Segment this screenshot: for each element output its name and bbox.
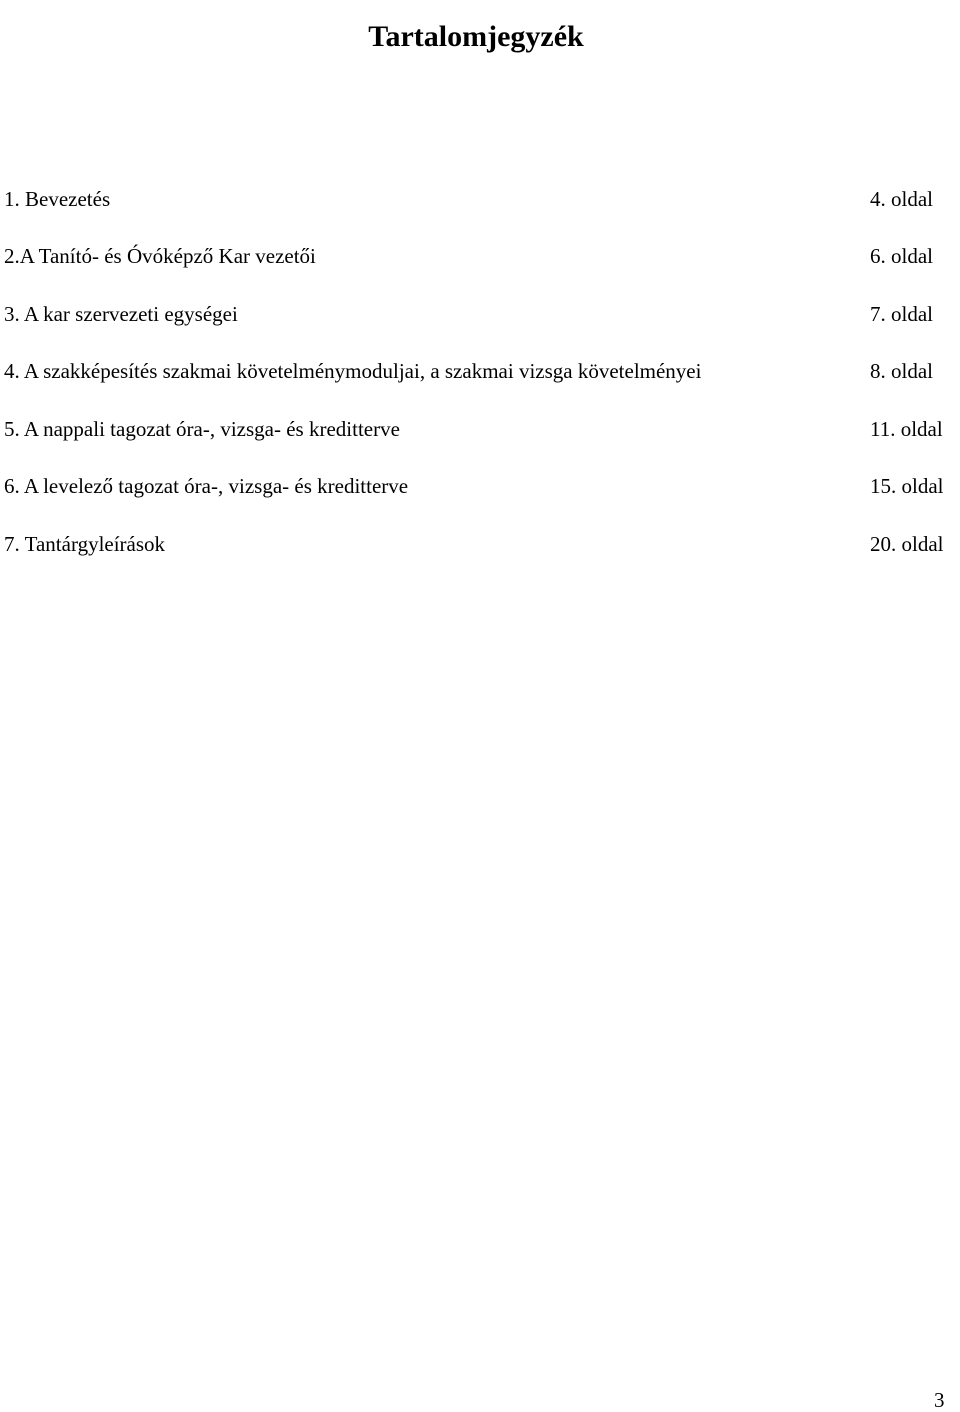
toc-entry-label: 5. A nappali tagozat óra-, vizsga- és kreditterve — [4, 417, 400, 441]
toc-entry-page: 8. oldal — [870, 359, 933, 383]
toc-entry-page: 7. oldal — [870, 302, 933, 326]
toc-entry-page: 4. oldal — [870, 187, 933, 211]
page-title: Tartalomjegyzék — [368, 20, 584, 54]
toc-entry-label: 7. Tantárgyleírások — [4, 532, 166, 556]
toc-entry-page: 6. oldal — [870, 244, 933, 268]
toc-entry-label: 2.A Tanító- és Óvóképző Kar vezetői — [4, 244, 316, 268]
toc-entry-page: 15. oldal — [870, 474, 944, 498]
toc-entry-label: 3. A kar szervezeti egységei — [4, 302, 238, 326]
toc-entry-label: 1. Bevezetés — [4, 187, 111, 211]
toc-entry-page: 11. oldal — [870, 417, 943, 441]
toc-entry-label: 4. A szakképesítés szakmai követelménymoduljai, a szakmai vizsga követelményei — [4, 359, 702, 383]
toc-entry-label: 6. A levelező tagozat óra-, vizsga- és kreditterve — [4, 474, 409, 498]
toc-entry-page: 20. oldal — [870, 532, 944, 556]
page-number: 3 — [934, 1388, 945, 1412]
